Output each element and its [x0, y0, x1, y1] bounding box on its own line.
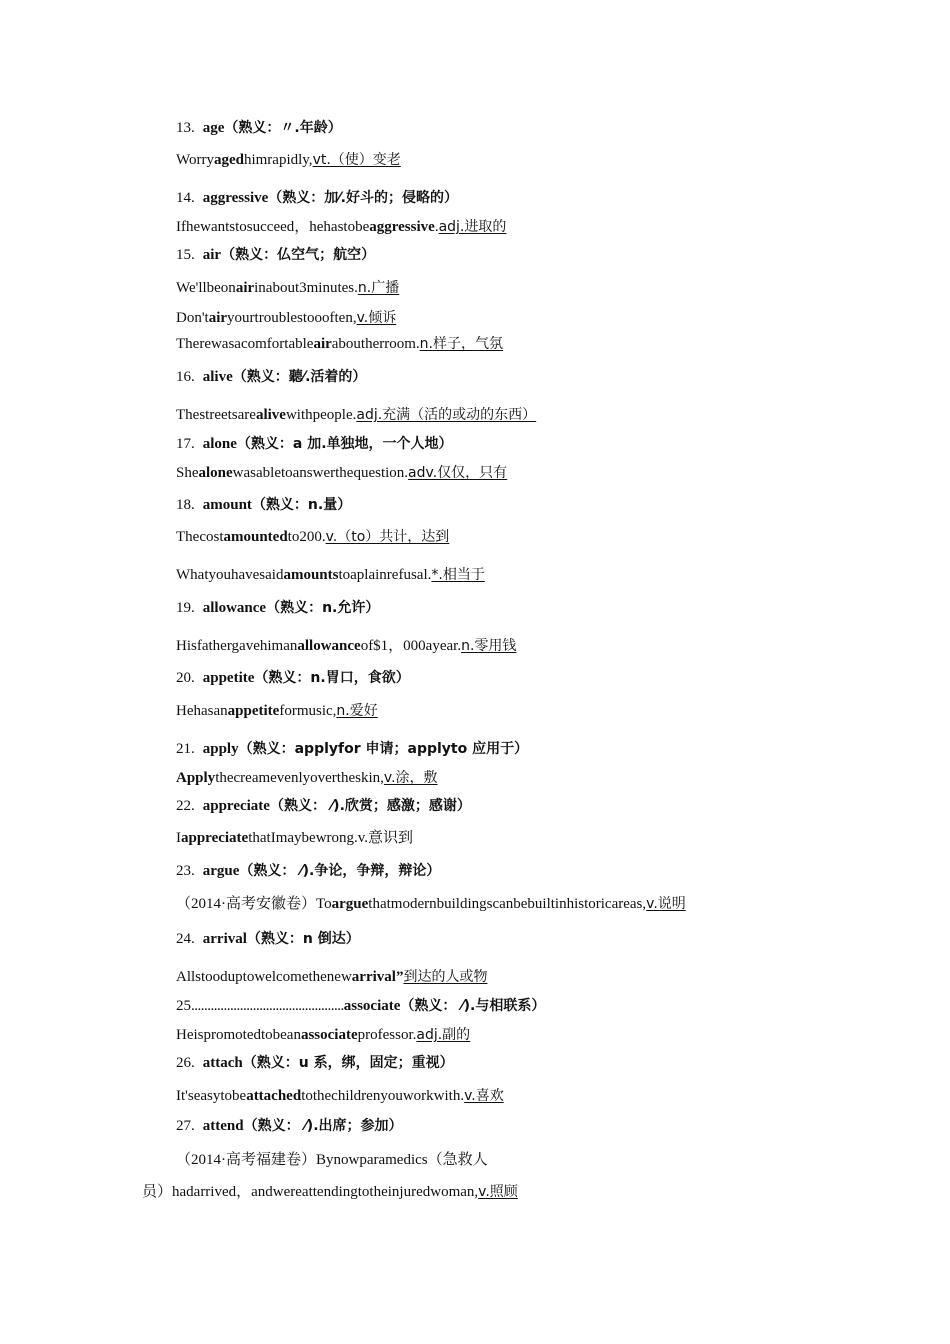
- entry-19-heading: [176, 598, 379, 618]
- text-num: 22.: [176, 798, 195, 814]
- text-gloss: adj.副的: [416, 1027, 471, 1043]
- text-word: appreciate: [202, 798, 270, 814]
- entry-14-example-1: [176, 217, 506, 237]
- text-pre: Therewasacomfortable: [176, 336, 314, 352]
- text-num: 19.: [176, 600, 195, 616]
- text-num: 14.: [176, 190, 195, 206]
- text-meaning: （熟义：a 加.单独地，一个人地）: [236, 436, 453, 452]
- text-word: aggressive: [202, 190, 269, 206]
- text-num: 16.: [176, 369, 195, 385]
- text-post: withpeople.: [285, 407, 357, 423]
- text-num: 17.: [176, 436, 195, 452]
- entry-21-heading: [176, 739, 528, 759]
- text-num: 18.: [176, 497, 195, 513]
- text-post: thatmodernbuildingscanbebuiltinhistoricareas,: [368, 896, 647, 912]
- text-bold: amounts: [283, 567, 339, 583]
- text-gloss: n.零用钱: [461, 638, 517, 654]
- text-pre: Thecost: [176, 529, 224, 545]
- entry-18-example-2: [176, 565, 485, 585]
- text-word: attend: [202, 1118, 244, 1134]
- text-meaning: （熟义：聽⁄.活着的）: [232, 369, 367, 385]
- text-num: 21.: [176, 741, 195, 757]
- text-bold: appreciate: [181, 830, 249, 846]
- entry-27-example-1: [176, 1150, 488, 1170]
- text-post: to200.: [287, 529, 326, 545]
- entry-27-heading: [176, 1116, 403, 1136]
- text-word: apply: [202, 741, 239, 757]
- text-gloss: v.涂，敷: [383, 770, 438, 786]
- text-word: age: [202, 120, 225, 136]
- text-bold: air: [313, 336, 332, 352]
- entry-22-heading: [176, 796, 471, 816]
- text-bold: alive: [255, 407, 286, 423]
- text-word: alone: [202, 436, 237, 452]
- text-gloss: n.广播: [357, 280, 400, 296]
- entry-25-heading: [176, 996, 545, 1016]
- text-bold: aged: [213, 152, 244, 168]
- text-meaning: （熟义：u 系，绑，固定；重视）: [242, 1055, 454, 1071]
- text-meaning: （熟义：applyfor 申请；applyto 应用于）: [238, 741, 529, 757]
- text-gloss: n.样子，气氛: [419, 336, 503, 352]
- entry-17-heading: [176, 434, 453, 454]
- entry-19-example-1: [176, 636, 516, 656]
- text-bold: air: [235, 280, 255, 296]
- text-post: .: [434, 219, 439, 235]
- text-bold: argue: [331, 896, 369, 912]
- text-word: argue: [202, 863, 240, 879]
- text-pre: Heispromotedtobean: [176, 1027, 301, 1043]
- text-meaning: （熟义： ⁄).欣赏；感激；感谢）: [269, 798, 471, 814]
- text-bold: alone: [198, 465, 233, 481]
- entry-13-heading: [176, 118, 342, 138]
- text-pre: I: [176, 830, 181, 846]
- text-bold: aggressive: [369, 219, 435, 235]
- text-post: himrapidly,: [243, 152, 313, 168]
- text-post: of$1，000ayear.: [360, 638, 462, 654]
- text-word: appetite: [202, 670, 255, 686]
- text-post: wasabletoanswerthequestion.: [232, 465, 409, 481]
- text-post: thecreamevenlyovertheskin,: [215, 770, 384, 786]
- text-meaning: （熟义：加⁄.好斗的；侵略的）: [268, 190, 458, 206]
- text-word: amount: [202, 497, 252, 513]
- text-meaning: （熟义：仏空气；航空）: [221, 247, 376, 263]
- text-pre: Allstooduptowelcomethenew: [176, 969, 352, 985]
- text-gloss: n.爱好: [336, 703, 378, 719]
- entry-21-example-1: [176, 768, 438, 788]
- text-meaning: （熟义： ⁄).与相联系）: [400, 998, 546, 1014]
- entry-17-example-1: [176, 463, 507, 483]
- entry-22-example-1: [176, 828, 413, 848]
- text-gloss: v.（to）共计，达到: [325, 529, 450, 545]
- text-bold: allowance: [297, 638, 361, 654]
- text-bold: attached: [246, 1088, 302, 1104]
- text-post: inabout3minutes.: [254, 280, 358, 296]
- text-bold: arrival”: [351, 969, 404, 985]
- text-post: formusic,: [279, 703, 337, 719]
- entry-16-example-1: [176, 405, 536, 425]
- text-gloss: adv.仅仅，只有: [408, 465, 508, 481]
- text-bold: air: [208, 310, 228, 326]
- text-gloss: adj.充满（活的或动的东西）: [356, 407, 537, 423]
- text-num: 20.: [176, 670, 195, 686]
- text-pre: （2014·高考安徽卷）To: [176, 896, 332, 912]
- text-post: thatImaybewrong.v.意识到: [248, 830, 414, 846]
- text-pre: Hisfathergavehiman: [176, 638, 298, 654]
- text-pre: Worry: [176, 152, 214, 168]
- entry-13-example-1: [176, 150, 401, 170]
- entry-20-heading: [176, 668, 410, 688]
- entry-23-example-1: [176, 894, 686, 914]
- text-pre: Ifhewantstosucceed，hehastobe: [176, 219, 370, 235]
- text-post: toaplainrefusal.: [338, 567, 432, 583]
- entry-16-heading: [176, 367, 366, 387]
- text-meaning: （熟义： ⁄).争论，争辩，辩论）: [239, 863, 441, 879]
- text-post: aboutherroom.: [331, 336, 420, 352]
- text-num: 24.: [176, 931, 195, 947]
- text-num: 26.: [176, 1055, 195, 1071]
- text-meaning: （熟义：n 倒达）: [246, 931, 360, 947]
- text-pre: Thestreetsare: [176, 407, 256, 423]
- text-gloss: v.说明: [646, 896, 686, 912]
- text-dots: ...............................................: [191, 998, 344, 1014]
- text-num: 25: [176, 998, 191, 1014]
- text-pre: Don't: [176, 310, 209, 326]
- text-num: 23.: [176, 863, 195, 879]
- entry-20-example-1: [176, 701, 378, 721]
- text-post: professor.: [357, 1027, 417, 1043]
- entry-15-example-3: [176, 334, 503, 354]
- text-gloss: v.喜欢: [464, 1088, 504, 1104]
- text-pre: Whatyouhavesaid: [176, 567, 284, 583]
- text-gloss: v.倾诉: [356, 310, 397, 326]
- entry-27-example-2: [142, 1182, 518, 1202]
- entry-25-example-1: [176, 1025, 470, 1045]
- text-word: arrival: [202, 931, 247, 947]
- text-meaning: （熟义：〃.年龄）: [224, 120, 342, 136]
- entry-24-heading: [176, 929, 360, 949]
- text-pre: It'seasytobe: [176, 1088, 247, 1104]
- text-num: 13.: [176, 120, 195, 136]
- text-word: allowance: [202, 600, 267, 616]
- text-bold: appetite: [227, 703, 280, 719]
- text-word: attach: [202, 1055, 243, 1071]
- text-bold: Apply: [176, 770, 216, 786]
- text-gloss: v.照顾: [478, 1184, 518, 1200]
- text-num: 27.: [176, 1118, 195, 1134]
- entry-18-heading: [176, 495, 351, 515]
- text-pre: We'llbeon: [176, 280, 236, 296]
- text-meaning: （熟义： ⁄).出席；参加）: [243, 1118, 403, 1134]
- entry-23-heading: [176, 861, 440, 881]
- text-pre: 员）hadarrived，andwereattendingtotheinjuredwoman,: [142, 1184, 479, 1200]
- text-gloss: adj.进取的: [438, 219, 507, 235]
- text-post: yourtroublestoooften,: [227, 310, 357, 326]
- entry-24-example-1: [176, 967, 487, 987]
- text-bold: amounted: [223, 529, 288, 545]
- text-bold: associate: [300, 1027, 358, 1043]
- entry-26-heading: [176, 1053, 454, 1073]
- text-meaning: （熟义：n.允许）: [266, 600, 380, 616]
- text-gloss: 到达的人或物: [403, 969, 488, 985]
- entry-14-heading: [176, 188, 458, 208]
- text-pre: （2014·高考福建卷）Bynowparamedics（急救人: [176, 1152, 488, 1168]
- entry-26-example-1: [176, 1086, 504, 1106]
- entry-18-example-1: [176, 527, 449, 547]
- entry-15-heading: [176, 245, 375, 265]
- text-gloss: *.相当于: [431, 567, 485, 583]
- text-pre: She: [176, 465, 199, 481]
- text-num: 15.: [176, 247, 195, 263]
- text-meaning: （熟义：n.量）: [251, 497, 352, 513]
- text-gloss: vt.（使）变老: [312, 152, 401, 168]
- text-word: air: [202, 247, 222, 263]
- entry-15-example-2: [176, 308, 396, 328]
- text-word: alive: [202, 369, 233, 385]
- text-post: tothechildrenyouworkwith.: [301, 1088, 465, 1104]
- entry-15-example-1: [176, 278, 399, 298]
- text-meaning: （熟义：n.胃口，食欲）: [254, 670, 410, 686]
- text-pre: Hehasan: [176, 703, 228, 719]
- text-word: associate: [343, 998, 401, 1014]
